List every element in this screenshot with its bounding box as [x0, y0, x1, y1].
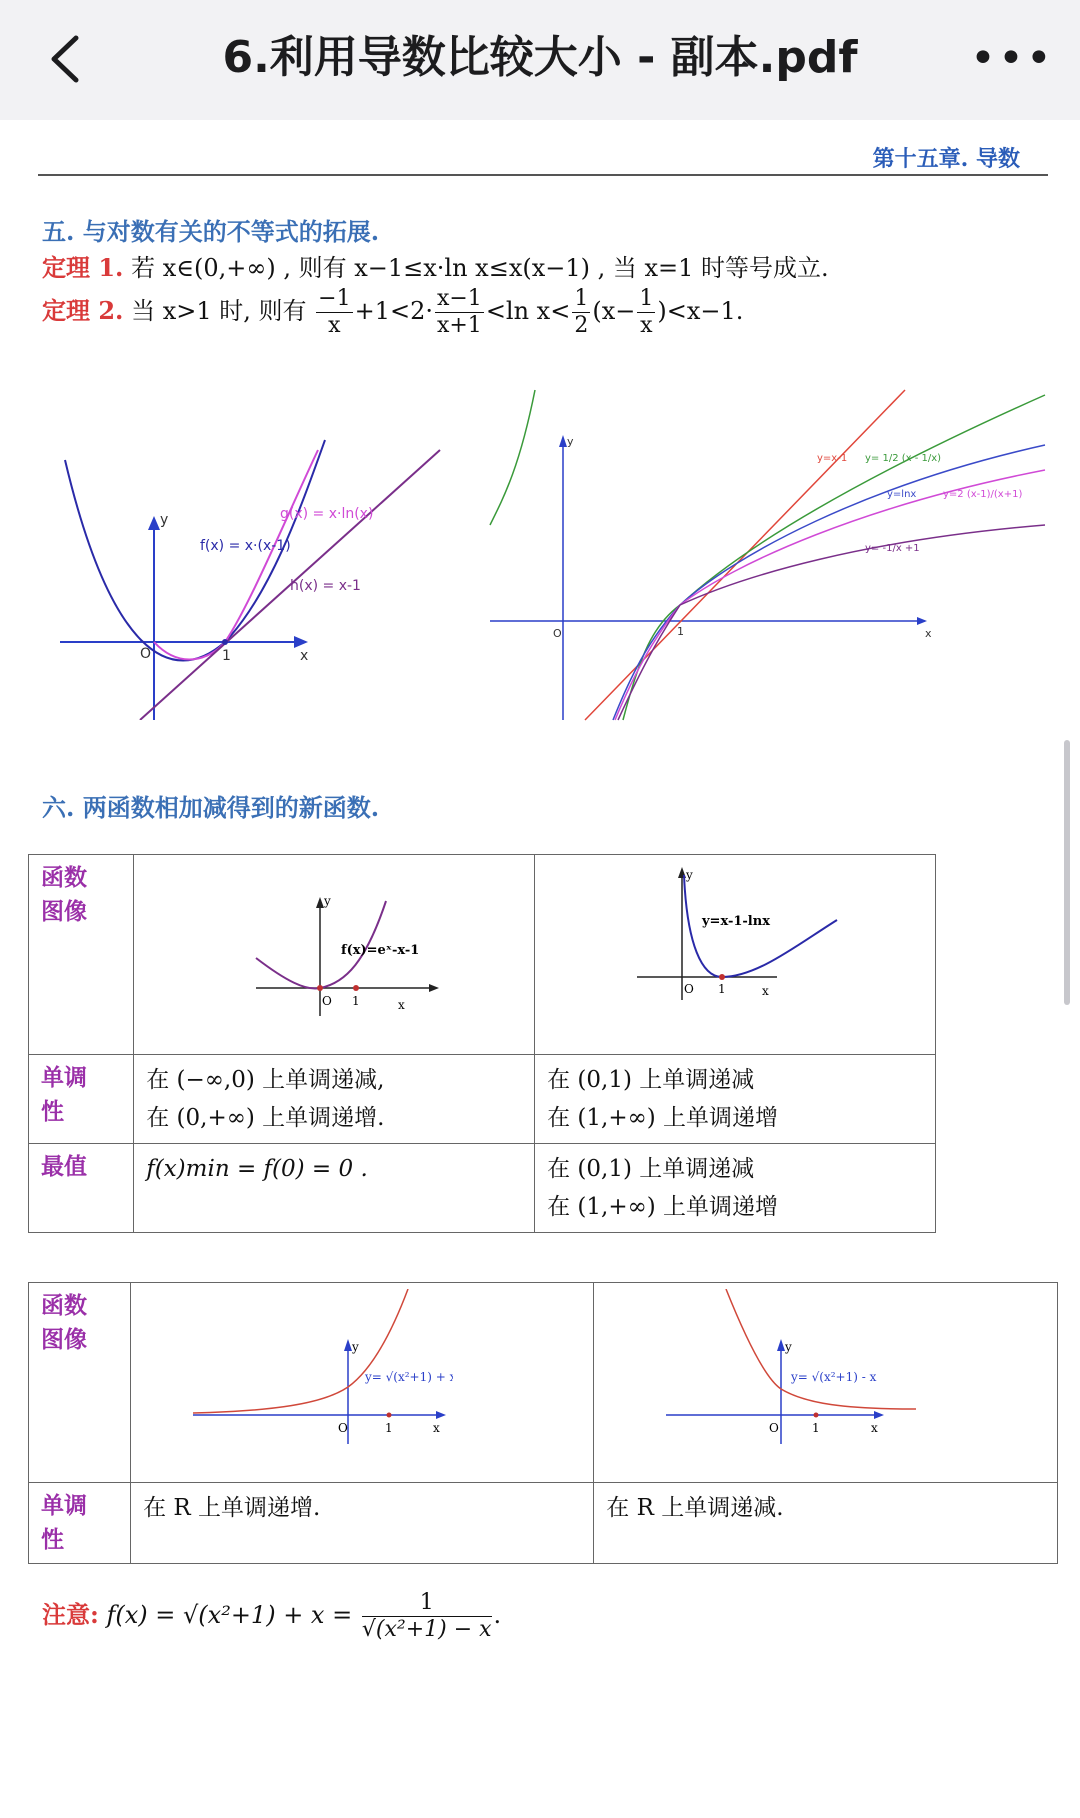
- theorem-2-label: 定理 2.: [42, 296, 124, 325]
- tick-label-1: 1: [812, 1421, 820, 1435]
- point-origin: [317, 985, 323, 991]
- x-axis-arrow: [429, 984, 439, 992]
- y-axis-label: y: [324, 894, 331, 908]
- cell-monotonic-right: [535, 1055, 936, 1144]
- x-axis-arrow: [294, 636, 308, 648]
- document-title: 6.利用导数比较大小 - 副本.pdf: [222, 32, 858, 83]
- row-label-graph: 函数 图像: [29, 855, 134, 1055]
- x-axis-arrow: [436, 1411, 446, 1419]
- x-axis-label: x: [300, 648, 309, 664]
- point-1: [222, 639, 228, 645]
- origin-label: O: [553, 627, 562, 640]
- tick-label-1: 1: [677, 625, 684, 638]
- fraction-denominator: x: [328, 313, 341, 338]
- graph-label: y=x-1-lnx: [702, 914, 771, 929]
- fraction: [637, 286, 655, 339]
- y-axis-label: y: [567, 435, 574, 448]
- cell-graph-right: [535, 855, 936, 1055]
- origin-label: O: [684, 982, 694, 996]
- y-axis-label: y: [352, 1340, 359, 1354]
- y-axis-arrow: [344, 1339, 352, 1351]
- label-h: h(x) = x-1: [290, 578, 361, 594]
- point-1: [387, 1413, 392, 1418]
- theorem-1-text: 若 x∈(0,+∞) , 则有 x−1≤x·ln x≤x(x−1) , 当 x=1 时等号成立.: [131, 254, 829, 282]
- row-label-monotonic: 单调 性: [29, 1483, 131, 1564]
- theorem-2-mid: (x−: [592, 297, 636, 325]
- section-5-heading: 五. 与对数有关的不等式的拓展.: [42, 217, 380, 246]
- app-header: [0, 0, 1080, 120]
- label-2-frac: y=2 (x-1)/(x+1): [943, 489, 1023, 500]
- text-line: 在 (0,1) 上单调递减: [547, 1156, 755, 1182]
- graph-sqrt-minus: [666, 1289, 926, 1449]
- curve-sqrt-minus: [726, 1289, 916, 1409]
- fraction: [316, 286, 352, 339]
- origin-label: O: [322, 994, 333, 1008]
- x-axis-label: x: [762, 984, 769, 998]
- y-axis-arrow: [316, 897, 324, 908]
- cell-monotonic-left: 在 R 上单调递增.: [131, 1483, 594, 1564]
- fraction-denominator: √(x²+1) − x: [361, 1617, 492, 1642]
- label-lnx: y=lnx: [887, 489, 917, 500]
- graph-x-lnx: [50, 390, 470, 720]
- text-line: 在 (0,1) 上单调递减: [547, 1067, 755, 1093]
- note-label: 注意:: [42, 1600, 99, 1629]
- cell-monotonic-left: [134, 1055, 535, 1144]
- chevron-left-icon: [40, 24, 100, 94]
- theorem-1: [42, 248, 829, 283]
- fraction-denominator: x: [640, 313, 653, 338]
- label-x-minus-1: y=x-1: [817, 453, 848, 464]
- header-rule: [38, 174, 1048, 176]
- note: [42, 1590, 501, 1643]
- origin-label: O: [338, 1421, 348, 1435]
- x-axis-arrow: [917, 617, 927, 625]
- curve-2-frac: [615, 470, 1045, 720]
- y-axis-label: y: [160, 512, 169, 528]
- text-line: 在 (1,+∞) 上单调递增: [547, 1105, 779, 1131]
- label-f: f(x) = x·(x-1): [200, 538, 291, 554]
- fraction-numerator: 1: [574, 286, 589, 311]
- row-label-extreme: 最值: [29, 1144, 134, 1233]
- tick-label-1: 1: [222, 648, 231, 664]
- graph-log: [627, 865, 847, 1015]
- fraction-numerator: 1: [362, 1590, 492, 1617]
- cell-graph-left: [131, 1283, 594, 1483]
- y-axis-label: y: [686, 868, 693, 882]
- graph-log-bounds: [485, 385, 1055, 725]
- back-button[interactable]: [40, 24, 100, 94]
- scrollbar[interactable]: [1064, 740, 1070, 1005]
- theorem-2-mid: +1<2·: [354, 297, 433, 325]
- y-axis-arrow: [148, 516, 160, 530]
- fraction: [362, 1590, 492, 1643]
- chapter-header: 第十五章. 导数: [872, 146, 1020, 172]
- fraction-numerator: 1: [639, 286, 654, 311]
- cell-monotonic-right: 在 R 上单调递减.: [594, 1483, 1058, 1564]
- x-axis-label: x: [433, 1421, 440, 1435]
- theorem-2-mid: <ln x<: [485, 297, 571, 325]
- pdf-page: [0, 120, 1080, 1818]
- theorem-2: [42, 286, 743, 339]
- point-1: [814, 1413, 819, 1418]
- x-axis-label: x: [871, 1421, 879, 1435]
- theorem-1-label: 定理 1.: [42, 253, 124, 282]
- row-label-graph: 函数 图像: [29, 1283, 131, 1483]
- row-label-monotonic: 单调 性: [29, 1055, 134, 1144]
- label-g: g(x) = x·ln(x): [280, 506, 374, 522]
- curve-sqrt-plus: [193, 1289, 408, 1413]
- curve-half: [623, 395, 1045, 720]
- curve-half-x-minus-inv: [490, 390, 535, 525]
- x-axis-arrow: [874, 1411, 884, 1419]
- note-end: .: [493, 1601, 502, 1629]
- cell-extreme-left: [134, 1144, 535, 1233]
- tick-label-1: 1: [385, 1421, 393, 1435]
- curve-lnx: [613, 445, 1045, 720]
- text-line: 在 (1,+∞) 上单调递增: [547, 1194, 779, 1220]
- label-neg-inv: y= -1/x +1: [865, 543, 920, 554]
- text-line: 在 (0,+∞) 上单调递增.: [146, 1105, 385, 1131]
- theorem-2-post: )<x−1.: [657, 297, 744, 325]
- point-1: [353, 985, 359, 991]
- cell-graph-right: [594, 1283, 1058, 1483]
- text-line: 在 (−∞,0) 上单调递减,: [146, 1067, 385, 1093]
- y-axis-arrow: [559, 435, 567, 447]
- table-sqrt: [28, 1282, 1058, 1564]
- note-lhs: f(x) = √(x²+1) + x =: [106, 1601, 353, 1629]
- x-axis-label: x: [925, 627, 932, 640]
- more-options-button[interactable]: •••: [970, 33, 1054, 84]
- fraction-denominator: 2: [574, 313, 589, 338]
- y-axis-arrow: [777, 1339, 785, 1351]
- line-x-minus-1: [585, 390, 905, 720]
- fraction-numerator: −1: [318, 286, 351, 311]
- graph-sqrt-plus: [193, 1289, 453, 1449]
- table-exp-log: [28, 854, 936, 1233]
- fraction-denominator: x+1: [436, 313, 482, 338]
- graph-label: f(x)=eˣ-x-1: [341, 943, 420, 958]
- origin-label: O: [769, 1421, 780, 1435]
- origin-label: O: [140, 646, 152, 662]
- tick-label-1: 1: [718, 982, 726, 996]
- fraction: [572, 286, 590, 339]
- cell-graph-left: [134, 855, 535, 1055]
- y-axis-label: y: [785, 1340, 793, 1354]
- curve-neg-inv: [618, 525, 1045, 720]
- point-1: [719, 974, 725, 980]
- x-axis-label: x: [398, 998, 405, 1012]
- cell-extreme-right: [535, 1144, 936, 1233]
- tick-label-1: 1: [352, 994, 360, 1008]
- fraction-numerator: x−1: [436, 286, 482, 311]
- fraction: [435, 286, 484, 339]
- graph-exp: [246, 891, 446, 1031]
- theorem-2-pre: 当 x>1 时, 则有: [131, 297, 307, 325]
- text-line: f(x)min = f(0) = 0 .: [146, 1156, 368, 1182]
- label-half: y= 1/2 (x - 1/x): [865, 453, 942, 464]
- graph-label: y= √(x²+1) + x: [365, 1370, 454, 1384]
- section-6-heading: 六. 两函数相加减得到的新函数.: [42, 793, 380, 822]
- graph-label: y= √(x²+1) - x: [791, 1370, 877, 1384]
